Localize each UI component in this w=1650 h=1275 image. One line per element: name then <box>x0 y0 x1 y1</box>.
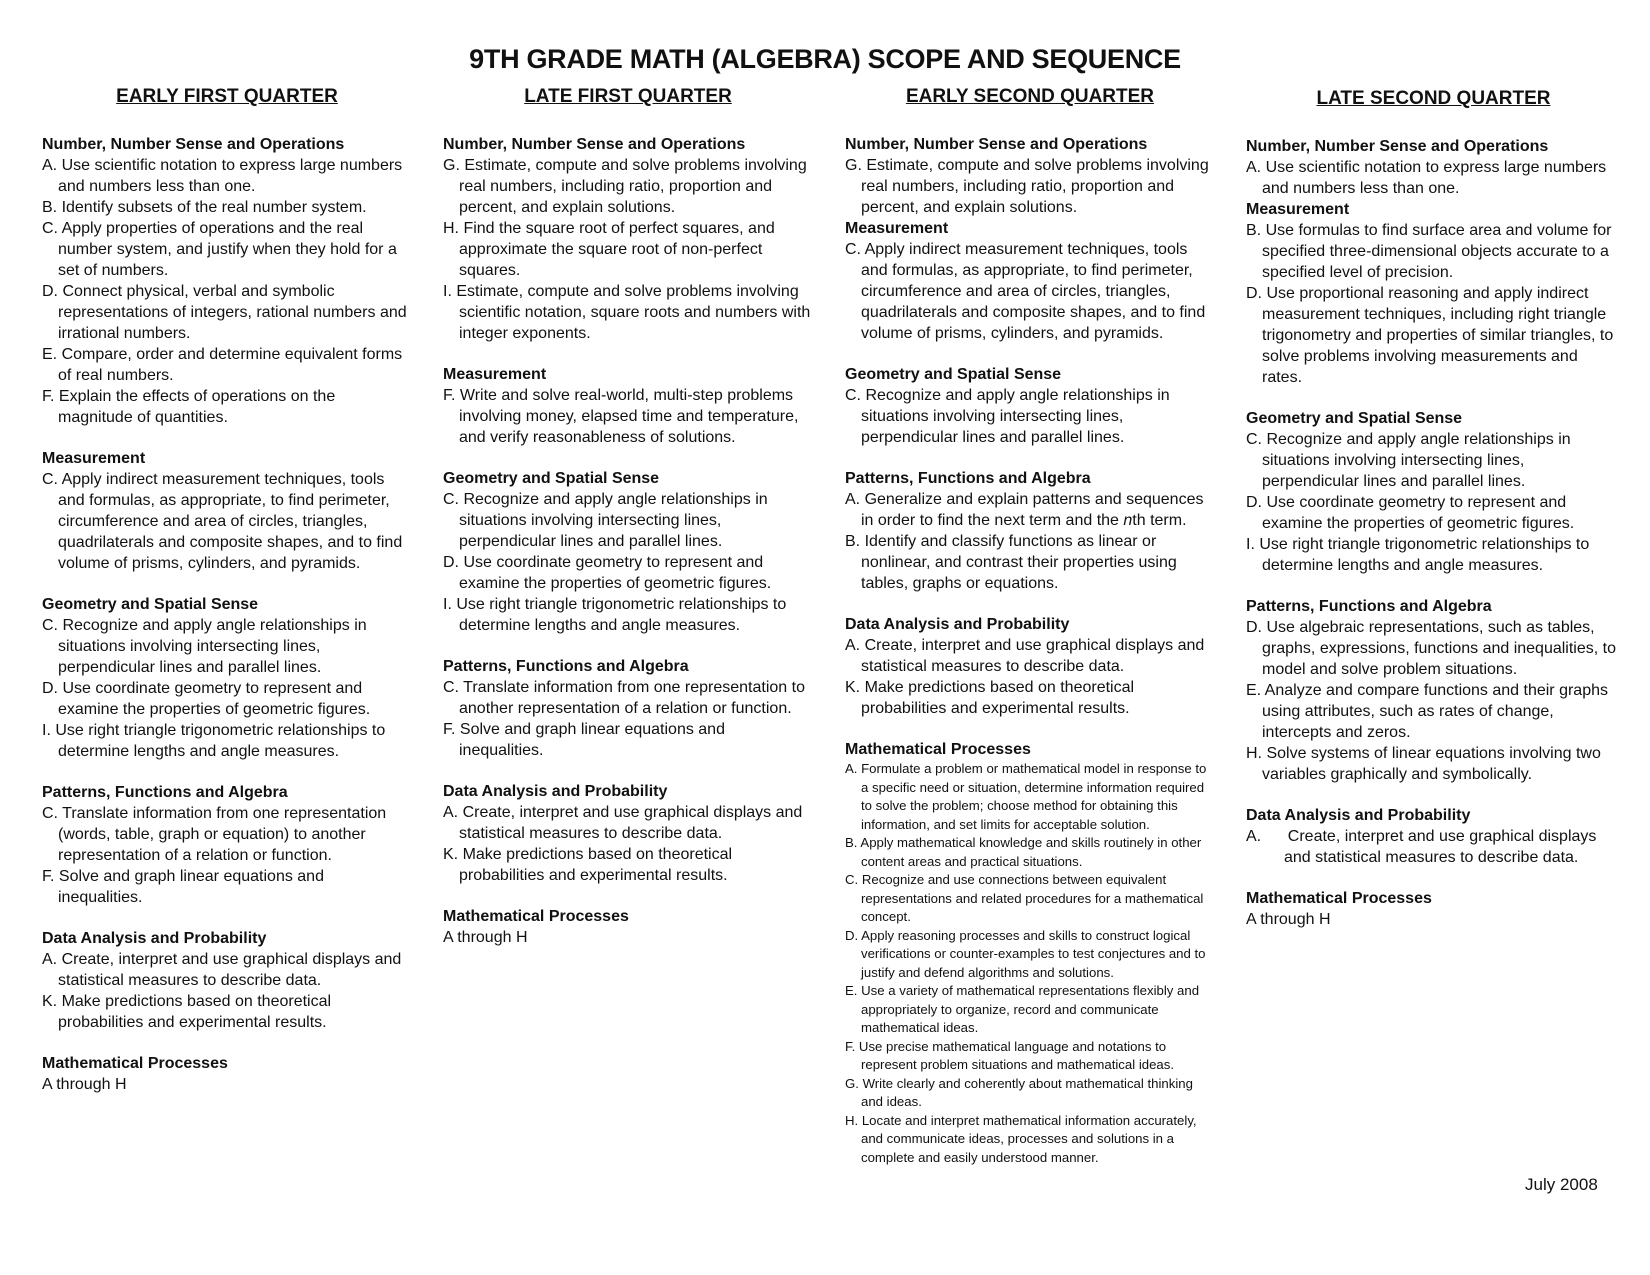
standard-item: C. Translate information from one representation to another representation of a relation or function. <box>443 679 805 717</box>
standard-item: E. Analyze and compare functions and their graphs using attributes, such as rates of change, intercepts and zeros. <box>1246 682 1608 741</box>
section-data-analysis <box>1246 805 1621 868</box>
standard-item: B. Use formulas to find surface area and volume for specified three-dimensional objects accurate to a specified level of precision. <box>1246 222 1612 281</box>
item-text-italic: n <box>1123 512 1133 529</box>
standard-item: H. Locate and interpret mathematical information accurately, and communicate ideas, processes and solutions in a complete and easily understood manner. <box>845 1112 1197 1165</box>
standard-item: I. Estimate, compute and solve problems involving scientific notation, square roots and numbers with integer exponents. <box>443 283 811 342</box>
standard-text: A through H <box>1246 911 1331 928</box>
section-heading: Patterns, Functions and Algebra <box>1246 598 1492 615</box>
quarter-heading: LATE FIRST QUARTER <box>524 86 732 107</box>
section-patterns <box>1246 596 1621 785</box>
standard-item: F. Solve and graph linear equations and inequalities. <box>42 868 324 906</box>
section-heading: Mathematical Processes <box>443 908 629 925</box>
column-late-second-quarter <box>1246 88 1621 930</box>
standard-item <box>845 489 1215 531</box>
standard-item: K. Make predictions based on theoretical probabilities and experimental results. <box>845 679 1135 717</box>
standard-item: C. Apply properties of operations and the real number system, and justify when they hold for a set of numbers. <box>42 220 397 279</box>
page-title: 9TH GRADE MATH (ALGEBRA) SCOPE AND SEQUENCE <box>469 44 1181 74</box>
standard-item: B. Identify subsets of the real number system. <box>42 199 367 216</box>
standard-item: F. Write and solve real-world, multi-step problems involving money, elapsed time and temperature, and verify reasonableness of solutions. <box>443 387 799 446</box>
standard-item: F. Use precise mathematical language and notations to represent problem situations and mathematical ideas. <box>845 1038 1175 1072</box>
section-heading: Measurement <box>42 450 146 467</box>
section-heading: Mathematical Processes <box>42 1055 228 1072</box>
standard-item: K. Make predictions based on theoretical probabilities and experimental results. <box>42 993 332 1031</box>
section-measurement <box>845 218 1215 344</box>
standard-item: H. Solve systems of linear equations involving two variables graphically and symbolically. <box>1246 745 1601 783</box>
section-data-analysis <box>845 614 1215 719</box>
standard-item: D. Use proportional reasoning and apply indirect measurement techniques, including right triangle trigonometry and properties of similar triangles, to solve problems involving measurements and rates. <box>1246 285 1614 386</box>
standard-item: C. Recognize and use connections between equivalent representations and related procedures for a mathematical concept. <box>845 872 1204 924</box>
standard-item: C. Recognize and apply angle relationships in situations involving intersecting lines, perpendicular lines and parallel lines. <box>845 387 1170 446</box>
section-heading: Measurement <box>845 220 949 237</box>
standard-item: D. Use coordinate geometry to represent and examine the properties of geometric figures. <box>42 680 371 718</box>
section-heading: Measurement <box>443 366 547 383</box>
section-heading: Geometry and Spatial Sense <box>845 366 1062 383</box>
section-heading: Measurement <box>1246 201 1350 218</box>
section-math-processes <box>42 1053 412 1095</box>
section-heading: Number, Number Sense and Operations <box>42 136 345 153</box>
section-heading: Number, Number Sense and Operations <box>845 136 1148 153</box>
section-geometry <box>845 364 1215 448</box>
standard-item: A. Formulate a problem or mathematical model in response to a specific need or situation, determine information required to solve the problem; choose method for obtaining this information, and set limits for acceptable solution. <box>845 761 1207 832</box>
standard-item: A. Use scientific notation to express large numbers and numbers less than one. <box>1246 159 1607 197</box>
quarter-heading: EARLY FIRST QUARTER <box>116 86 338 107</box>
standard-item: B. Apply mathematical knowledge and skills routinely in other content areas and practical situations. <box>845 835 1202 869</box>
standard-item: A. Use scientific notation to express large numbers and numbers less than one. <box>42 157 403 195</box>
section-measurement <box>443 364 813 448</box>
standard-item: E. Compare, order and determine equivalent forms of real numbers. <box>42 346 403 384</box>
standard-item: I. Use right triangle trigonometric relationships to determine lengths and angle measures. <box>42 722 386 760</box>
section-geometry <box>1246 408 1621 576</box>
section-heading: Patterns, Functions and Algebra <box>443 658 689 675</box>
quarter-heading: EARLY SECOND QUARTER <box>905 86 1155 107</box>
standard-item: D. Use coordinate geometry to represent and examine the properties of geometric figures. <box>443 554 772 592</box>
standard-item: A. Create, interpret and use graphical displays and statistical measures to describe data. <box>1246 828 1601 866</box>
section-data-analysis <box>42 928 412 1033</box>
section-number-sense <box>42 134 412 428</box>
section-data-analysis <box>443 781 813 886</box>
standard-item: K. Make predictions based on theoretical probabilities and experimental results. <box>443 846 733 884</box>
standard-item: D. Use algebraic representations, such as tables, graphs, expressions, functions and inequalities, to model and solve problem situations. <box>1246 619 1616 678</box>
section-heading: Mathematical Processes <box>1246 890 1432 907</box>
item-text-start: A. Generalize and explain patterns and sequences in order to find the next term and the <box>845 491 1204 529</box>
standard-item: A. Create, interpret and use graphical displays and statistical measures to describe data. <box>42 951 402 989</box>
section-number-sense <box>1246 136 1621 199</box>
standard-item: F. Solve and graph linear equations and inequalities. <box>443 721 725 759</box>
standard-item: G. Estimate, compute and solve problems involving real numbers, including ratio, proportion and percent, and explain solutions. <box>845 157 1209 216</box>
standard-item: D. Use coordinate geometry to represent and examine the properties of geometric figures. <box>1246 494 1575 532</box>
standard-item: F. Explain the effects of operations on the magnitude of quantities. <box>42 388 336 426</box>
column-early-second-quarter <box>845 86 1215 1167</box>
section-number-sense <box>443 134 813 344</box>
section-patterns <box>443 656 813 761</box>
standard-item: A. Create, interpret and use graphical displays and statistical measures to describe data. <box>443 804 803 842</box>
standard-item: C. Translate information from one representation (words, table, graph or equation) to another representation of a relation or function. <box>42 805 387 864</box>
section-heading: Data Analysis and Probability <box>42 930 267 947</box>
standard-item: D. Connect physical, verbal and symbolic representations of integers, rational numbers and irrational numbers. <box>42 283 407 342</box>
standard-item: C. Recognize and apply angle relationships in situations involving intersecting lines, perpendicular lines and parallel lines. <box>443 491 768 550</box>
standard-item: H. Find the square root of perfect squares, and approximate the square root of non-perfect squares. <box>443 220 775 279</box>
section-patterns <box>845 468 1215 594</box>
section-math-processes <box>1246 888 1621 930</box>
standard-item: B. Identify and classify functions as linear or nonlinear, and contrast their properties using tables, graphs or equations. <box>845 533 1177 592</box>
standard-item: C. Apply indirect measurement techniques, tools and formulas, as appropriate, to find perimeter, circumference and area of circles, triangles, quadrilaterals and composite shapes, and to find volume of prisms, cylinders, and pyramids. <box>42 471 403 572</box>
section-patterns <box>42 782 412 908</box>
section-heading: Data Analysis and Probability <box>1246 807 1471 824</box>
section-heading: Geometry and Spatial Sense <box>443 470 660 487</box>
section-measurement <box>42 448 412 574</box>
section-geometry <box>42 594 412 762</box>
section-heading: Data Analysis and Probability <box>845 616 1070 633</box>
section-heading: Patterns, Functions and Algebra <box>845 470 1091 487</box>
section-heading: Data Analysis and Probability <box>443 783 668 800</box>
section-heading: Mathematical Processes <box>845 741 1031 758</box>
section-math-processes <box>845 739 1215 1167</box>
standard-item: D. Apply reasoning processes and skills to construct logical verifications or counter-examples to test conjectures and to justify and defend algorithms and solutions. <box>845 927 1206 980</box>
standard-text: A through H <box>443 929 528 946</box>
section-heading: Patterns, Functions and Algebra <box>42 784 288 801</box>
section-measurement <box>1246 199 1621 388</box>
section-heading: Number, Number Sense and Operations <box>1246 138 1549 155</box>
section-heading: Number, Number Sense and Operations <box>443 136 746 153</box>
section-math-processes <box>443 906 813 948</box>
standard-item: C. Apply indirect measurement techniques, tools and formulas, as appropriate, to find perimeter, circumference and area of circles, triangles, quadrilaterals and composite shapes, and to find volume of prisms, cylinders, and pyramids. <box>845 241 1206 342</box>
section-heading: Geometry and Spatial Sense <box>1246 410 1463 427</box>
quarter-heading: LATE SECOND QUARTER <box>1316 88 1551 109</box>
section-number-sense <box>845 134 1215 218</box>
section-geometry <box>443 468 813 636</box>
footer-date: July 2008 <box>1525 1175 1598 1194</box>
standard-item: I. Use right triangle trigonometric relationships to determine lengths and angle measures. <box>443 596 787 634</box>
column-early-first-quarter <box>42 86 412 1095</box>
standard-item: E. Use a variety of mathematical representations flexibly and appropriately to organize, record and communicate mathematical ideas. <box>845 983 1200 1035</box>
item-text-end: th term. <box>1132 512 1187 529</box>
standard-item: I. Use right triangle trigonometric relationships to determine lengths and angle measures. <box>1246 536 1590 574</box>
standard-text: A through H <box>42 1076 127 1093</box>
standard-item: C. Recognize and apply angle relationships in situations involving intersecting lines, perpendicular lines and parallel lines. <box>1246 431 1571 490</box>
column-late-first-quarter <box>443 86 813 948</box>
standard-item: G. Estimate, compute and solve problems involving real numbers, including ratio, proportion and percent, and explain solutions. <box>443 157 807 216</box>
standard-item: C. Recognize and apply angle relationships in situations involving intersecting lines, perpendicular lines and parallel lines. <box>42 617 367 676</box>
standard-item: G. Write clearly and coherently about mathematical thinking and ideas. <box>845 1075 1193 1109</box>
section-heading: Geometry and Spatial Sense <box>42 596 259 613</box>
standard-item: A. Create, interpret and use graphical displays and statistical measures to describe data. <box>845 637 1205 675</box>
